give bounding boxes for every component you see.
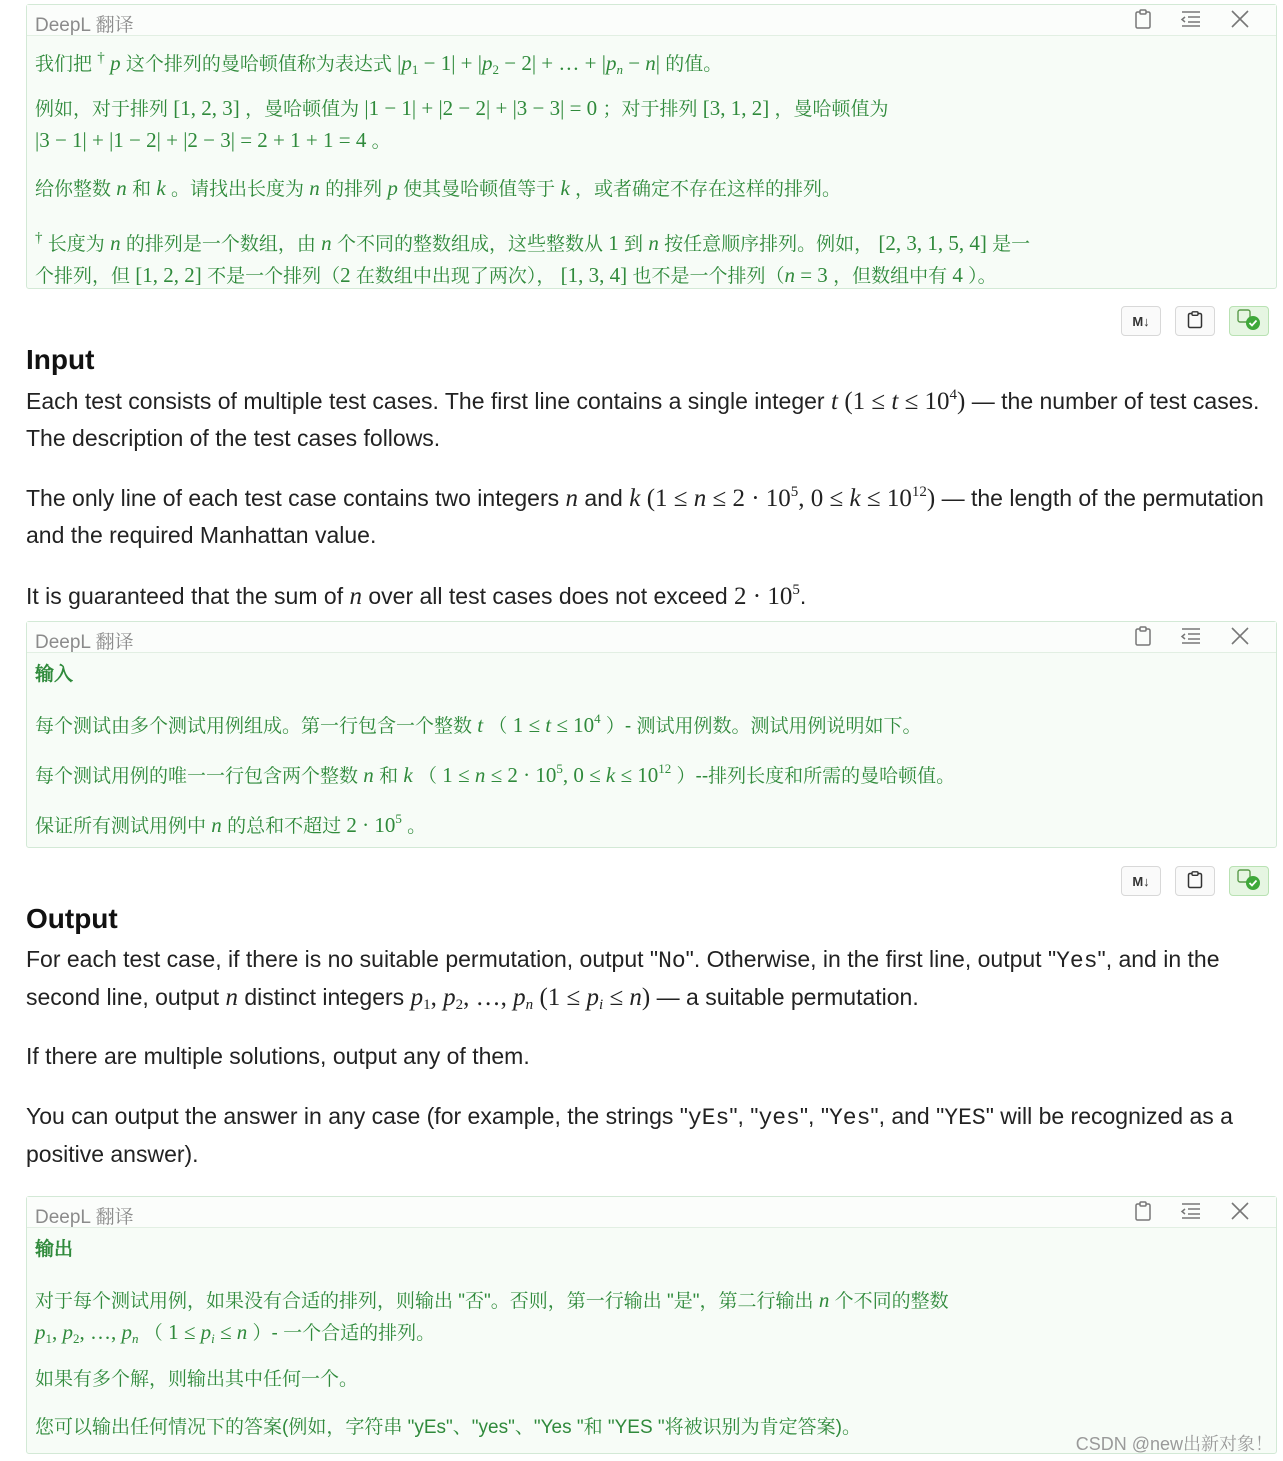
close-icon[interactable] bbox=[1230, 9, 1250, 29]
copy-button[interactable] bbox=[1175, 866, 1215, 896]
markdown-button[interactable] bbox=[1121, 866, 1161, 896]
deepl-paragraph: 给你整数 n 和 k 。请找出长度为 n 的排列 p 使其曼哈顿值等于 k ，或者确定不存在这样的排列。 bbox=[35, 176, 842, 200]
translation-toolbar bbox=[1121, 306, 1269, 336]
markdown-icon: M↓ bbox=[1132, 873, 1150, 889]
list-icon[interactable] bbox=[1180, 1202, 1202, 1220]
list-icon[interactable] bbox=[1180, 10, 1202, 28]
deepl-panel-header bbox=[27, 5, 1276, 36]
output-paragraph: You can output the answer in any case (for example, the strings "yEs", "yes", "Yes", and "YES" will be recognized as a positive answer). bbox=[26, 1103, 1233, 1167]
deepl-panel-title: DeepL 翻译 bbox=[35, 632, 134, 653]
clipboard-icon[interactable] bbox=[1134, 626, 1152, 646]
input-paragraph: It is guaranteed that the sum of n over all test cases does not exceed $2 \cdot 10^5$. bbox=[26, 582, 807, 610]
deepl-panel-header bbox=[27, 622, 1276, 653]
deepl-paragraph: † 长度为 n 的排列是一个数组，由 n 个不同的整数组成，这些整数从 1 到 n 按任意顺序排列。例如， [2, 3, 1, 5, 4] 是一 个排列，但 [1, 2, 2] 不是一个排列（2 在数组中出现了两次）， [1, 3, 4] 也不是一个排列（n = 3 ，但数组中有 4 ）。 bbox=[35, 230, 1031, 287]
deepl-heading: 输出 bbox=[35, 1239, 74, 1260]
markdown-icon: M↓ bbox=[1132, 313, 1150, 329]
deepl-paragraph: 对于每个测试用例，如果没有合适的排列，则输出 "否"。否则，第一行输出 "是"，第二行输出 n 个不同的整数 $p_1$, $p_2$, …, $p_n$ （ $1 \le p_i \le n$ ）- 一个合适的排列。 bbox=[35, 1288, 949, 1346]
deepl-paragraph: 例如，对于排列 [1, 2, 3] ，曼哈顿值为 |1 − 1| + |2 − 2| + |3 − 3| = 0 ；对于排列 [3, 1, 2] ，曼哈顿值为 |3 − 1| + |1 − 2| + |2 − 3| = 2 + 1 + 1 = 4 。 bbox=[35, 96, 889, 152]
translate-check-icon bbox=[1237, 309, 1261, 334]
deepl-paragraph: 每个测试由多个测试用例组成。第一行包含一个整数 t （ $1 \le t \le 10^4$ ）- 测试用例数。测试用例说明如下。 bbox=[35, 711, 922, 737]
translation-toolbar bbox=[1121, 866, 1269, 896]
close-icon[interactable] bbox=[1230, 1201, 1250, 1221]
csdn-watermark: CSDN @new出新对象！ bbox=[1075, 1434, 1273, 1454]
deepl-panel-header bbox=[27, 1197, 1276, 1228]
translate-toggle-button[interactable] bbox=[1229, 866, 1269, 896]
deepl-translation-panel bbox=[26, 621, 1277, 848]
input-paragraph: The only line of each test case contains two integers n and k ($1 \le n \le 2 \cdot 10^5$, $0 \le k \le 10^{12}$) — the length of the permutation and the required Manhattan value. bbox=[26, 484, 1264, 548]
translate-toggle-button[interactable] bbox=[1229, 306, 1269, 336]
input-paragraph: Each test consists of multiple test cases. The first line contains a single integer t $(1 \le t \le 10^4)$ — the number of test cases. The description of the test cases follows. bbox=[26, 387, 1260, 451]
translate-check-icon bbox=[1237, 869, 1261, 894]
close-icon[interactable] bbox=[1230, 626, 1250, 646]
clipboard-icon[interactable] bbox=[1134, 1201, 1152, 1221]
deepl-paragraph: 保证所有测试用例中 n 的总和不超过 $2 \cdot 10^5$ 。 bbox=[35, 811, 427, 837]
copy-button[interactable] bbox=[1175, 306, 1215, 336]
deepl-panel-title: DeepL 翻译 bbox=[35, 1207, 134, 1228]
output-paragraph: For each test case, if there is no suitable permutation, output "No". Otherwise, in the first line, output "Yes", and in the second line, output n distinct integers $p_1$, $p_2$, …, $p_n$ $(1 \le p_i \le n)$ — a suitable permutation. bbox=[26, 946, 1220, 1013]
deepl-paragraph: 您可以输出任何情况下的答案(例如，字符串 "yEs"、"yes"、"Yes "和 "YES "将被识别为肯定答案)。 bbox=[35, 1417, 861, 1438]
deepl-paragraph: 我们把 † p 这个排列的曼哈顿值称为表达式 $|p_1 - 1| + |p_2 - 2|$ + … + $|p_n - n|$ 的值。 bbox=[35, 50, 723, 77]
list-icon[interactable] bbox=[1180, 627, 1202, 645]
deepl-translation-panel bbox=[26, 1196, 1277, 1454]
deepl-heading: 输入 bbox=[35, 664, 74, 685]
input-heading: Input bbox=[26, 344, 95, 375]
output-paragraph: If there are multiple solutions, output any of them. bbox=[26, 1043, 530, 1069]
deepl-translation-panel bbox=[26, 4, 1277, 289]
deepl-paragraph: 如果有多个解，则输出其中任何一个。 bbox=[35, 1369, 359, 1390]
deepl-paragraph: 每个测试用例的唯一一行包含两个整数 n 和 k （ $1 \le n \le 2 \cdot 10^5$, $0 \le k \le 10^{12}$ ）--排列长度和所需的曼哈顿值。 bbox=[35, 761, 956, 787]
deepl-panel-title: DeepL 翻译 bbox=[35, 15, 134, 36]
clipboard-icon bbox=[1187, 871, 1203, 892]
output-heading: Output bbox=[26, 903, 118, 934]
clipboard-icon[interactable] bbox=[1134, 9, 1152, 29]
clipboard-icon bbox=[1187, 311, 1203, 332]
markdown-button[interactable] bbox=[1121, 306, 1161, 336]
